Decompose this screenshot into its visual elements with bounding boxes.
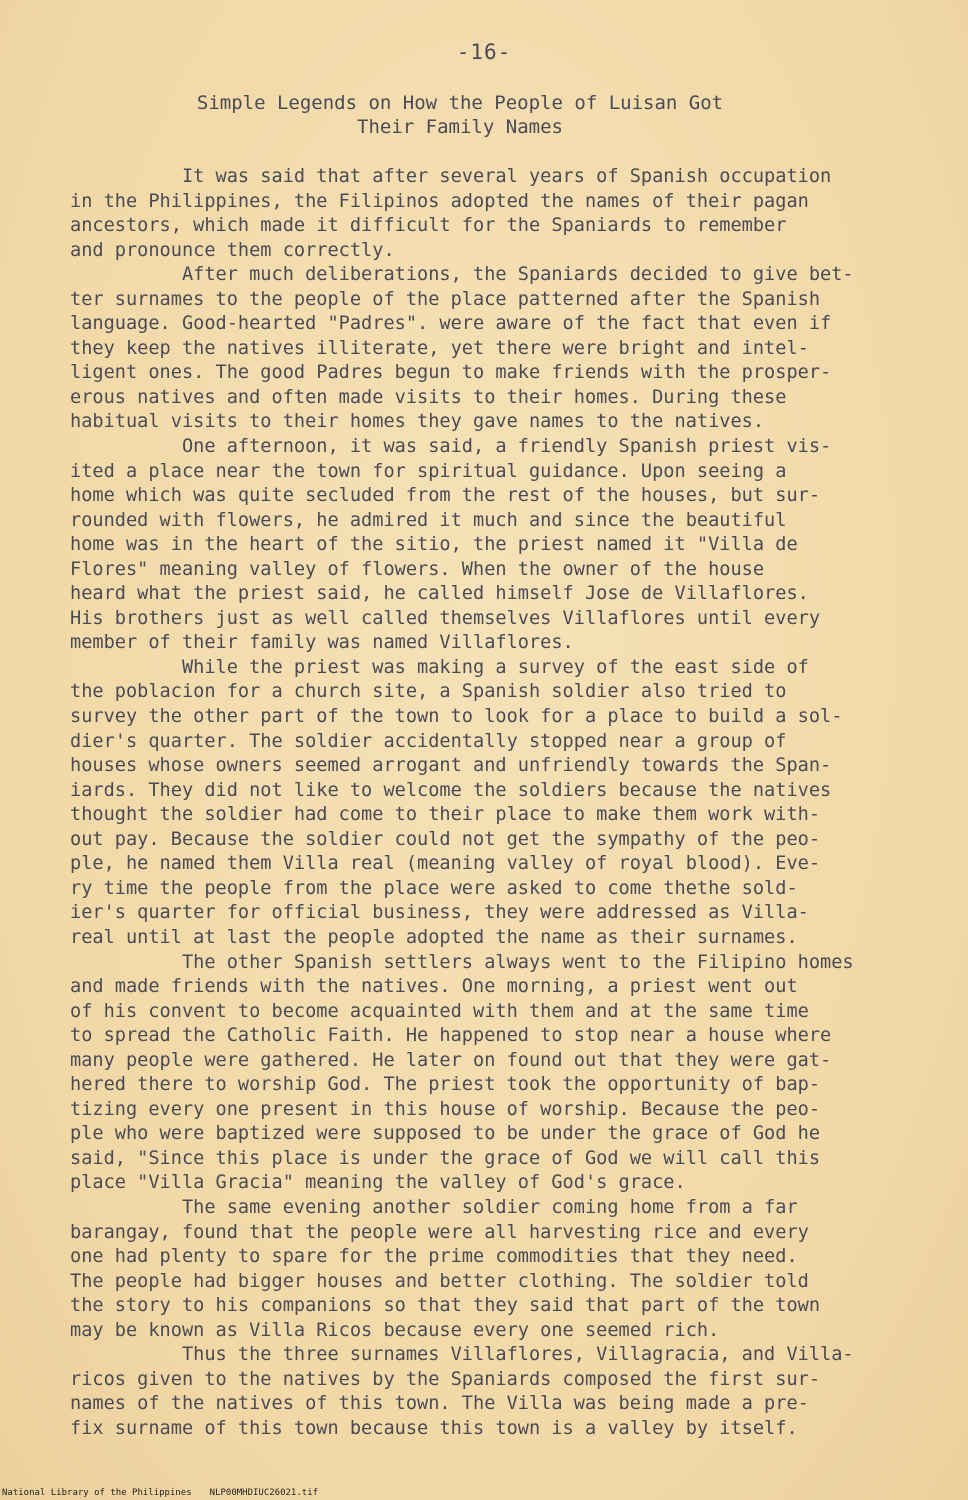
body-line: After much deliberations, the Spaniards decided to give bet-	[70, 264, 854, 286]
body-line: ry time the people from the place were asked to come thethe sold-	[70, 877, 798, 899]
body-line: Thus the three surnames Villaflores, Villagracia, and Villa-	[70, 1344, 854, 1366]
body-line: The people had bigger houses and better clothing. The soldier told	[70, 1270, 809, 1292]
body-line: the story to his companions so that they said that part of the town	[70, 1295, 821, 1317]
body-line: It was said that after several years of Spanish occupation	[70, 166, 832, 187]
body-line: may be known as Villa Ricos because every one seemed rich.	[70, 1319, 720, 1341]
body-line: and made friends with the natives. One morning, a priest went out	[70, 976, 798, 998]
body-line: heard what the priest said, he called himself Jose de Villaflores.	[70, 583, 809, 605]
library-name: National Library of the Philippines	[2, 1488, 192, 1498]
body-line: out pay. Because the soldier could not get the sympathy of the peo-	[70, 828, 821, 850]
body-line: the poblacion for a church site, a Spanish soldier also tried to	[70, 681, 787, 703]
body-line: ple who were baptized were supposed to be under the grace of God he	[70, 1123, 821, 1145]
body-line: ligent ones. The good Padres begun to make friends with the prosper-	[70, 362, 832, 384]
body-line: they keep the natives illiterate, yet there were bright and intel-	[70, 337, 809, 359]
body-line: habitual visits to their homes they gave names to the natives.	[70, 411, 765, 433]
body-line: member of their family was named Villaflores.	[70, 632, 574, 654]
body-line: of his convent to become acquainted with them and at the same time	[70, 1000, 809, 1022]
body-line: and pronounce them correctly.	[70, 239, 395, 261]
body-line: Flores" meaning valley of flowers. When the owner of the house	[70, 558, 765, 580]
body-line: place "Villa Gracia" meaning the valley of God's grace.	[70, 1172, 686, 1194]
body-line: ricos given to the natives by the Spaniards composed the first sur-	[70, 1368, 821, 1390]
body-line: erous natives and often made visits to their homes. During these	[70, 386, 787, 408]
title-line: Simple Legends on How the People of Luisan Got	[196, 92, 724, 114]
body-line: many people were gathered. He later on found out that they were gat-	[70, 1049, 832, 1071]
body-line: to spread the Catholic Faith. He happened to stop near a house where	[70, 1025, 832, 1047]
body-line: survey the other part of the town to look for a place to build a sol-	[70, 706, 843, 728]
body-line: ter surnames to the people of the place patterned after the Spanish	[70, 288, 821, 310]
body-line: said, "Since this place is under the grace of God we will call this	[70, 1147, 821, 1169]
body-line: language. Good-hearted "Padres". were aware of the fact that even if	[70, 313, 832, 335]
body-line: ier's quarter for official business, they were addressed as Villa-	[70, 902, 809, 924]
body-line: rounded with flowers, he admired it much and since the beautiful	[70, 509, 787, 531]
body-line: one had plenty to spare for the prime commodities that they need.	[70, 1246, 798, 1268]
body-line: home which was quite secluded from the rest of the houses, but sur-	[70, 485, 821, 507]
body-line: His brothers just as well called themselves Villaflores until every	[70, 607, 821, 629]
body-line: iards. They did not like to welcome the soldiers because the natives	[70, 779, 832, 801]
body-line: hered there to worship God. The priest took the opportunity of bap-	[70, 1074, 821, 1096]
file-id: NLP00MHDIUC26021.tif	[209, 1488, 319, 1498]
body-line: The other Spanish settlers always went to the Filipino homes	[70, 951, 854, 973]
body-line: fix surname of this town because this town is a valley by itself.	[70, 1417, 798, 1439]
body-line: tizing every one present in this house of worship. Because the peo-	[70, 1098, 821, 1120]
body-line: ancestors, which made it difficult for the Spaniards to remember	[70, 215, 787, 237]
body-line: While the priest was making a survey of the east side of	[70, 656, 809, 678]
body-line: home was in the heart of the sitio, the priest named it "Villa de	[70, 534, 798, 556]
body-line: names of the natives of this town. The Villa was being made a pre-	[70, 1393, 809, 1415]
body-line: real until at last the people adopted the name as their surnames.	[70, 926, 798, 948]
body-line: thought the soldier had come to their place to make them work with-	[70, 804, 821, 826]
body-line: ited a place near the town for spiritual guidance. Upon seeing a	[70, 460, 787, 482]
page-number: -16-	[456, 40, 512, 64]
body-line: The same evening another soldier coming home from a far	[70, 1196, 798, 1218]
body-line: in the Philippines, the Filipinos adopted the names of their pagan	[70, 190, 809, 212]
scan-footer	[2, 1488, 336, 1498]
body-line: dier's quarter. The soldier accidentally stopped near a group of	[70, 730, 787, 752]
title-line: Their Family Names	[357, 116, 563, 138]
document-title	[160, 91, 760, 139]
body-line: One afternoon, it was said, a friendly Spanish priest vis-	[70, 436, 832, 458]
body-text	[70, 165, 910, 1441]
body-line: houses whose owners seemed arrogant and unfriendly towards the Span-	[70, 755, 832, 777]
body-line: ple, he named them Villa real (meaning valley of royal blood). Eve-	[70, 853, 821, 875]
body-line: barangay, found that the people were all harvesting rice and every	[70, 1221, 809, 1243]
